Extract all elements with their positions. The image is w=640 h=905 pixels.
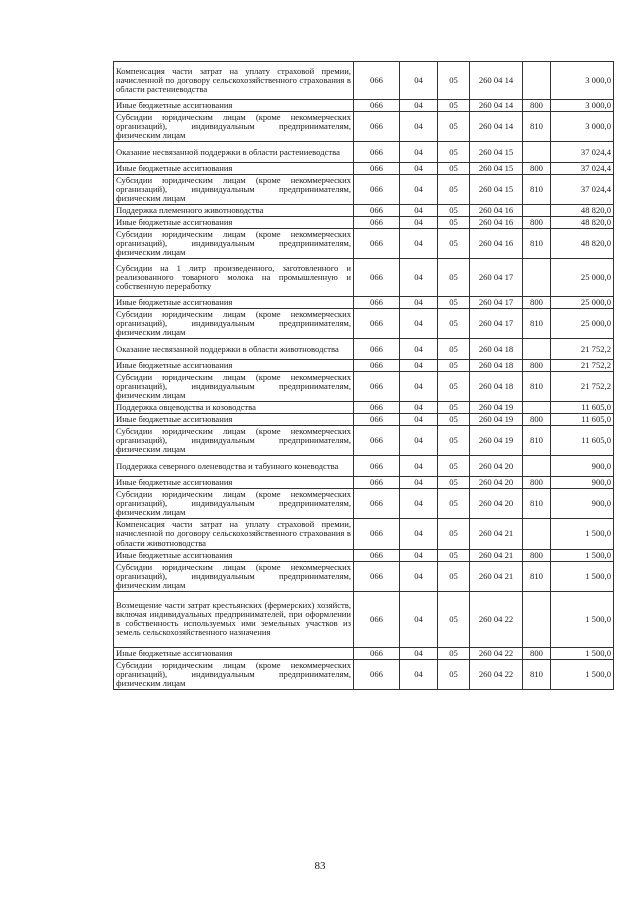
cell-section: 04 [400,339,438,360]
cell-target: 260 04 14 [470,112,523,142]
cell-section: 04 [400,426,438,456]
cell-target: 260 04 18 [470,360,523,372]
cell-ministry: 066 [354,489,400,519]
cell-name: Иные бюджетные ассигнования [114,163,354,175]
table-row [114,297,614,309]
cell-ministry: 066 [354,659,400,689]
cell-section: 04 [400,163,438,175]
cell-name: Иные бюджетные ассигнования [114,549,354,561]
cell-section: 04 [400,229,438,259]
cell-target: 260 04 16 [470,205,523,217]
cell-subsection: 05 [438,402,470,414]
cell-ministry: 066 [354,175,400,205]
cell-amount: 37 024,4 [551,163,614,175]
cell-expense-type [523,339,551,360]
cell-amount: 900,0 [551,489,614,519]
cell-ministry: 066 [354,456,400,477]
cell-expense-type [523,62,551,100]
table-body [114,62,614,690]
cell-name: Иные бюджетные ассигнования [114,297,354,309]
cell-expense-type: 810 [523,112,551,142]
cell-name: Субсидии юридическим лицам (кроме некоммерческих организаций), индивидуальным предпринимателям, физическим лицам [114,372,354,402]
cell-ministry: 066 [354,477,400,489]
cell-section: 04 [400,519,438,549]
cell-subsection: 05 [438,561,470,591]
cell-amount: 1 500,0 [551,659,614,689]
cell-target: 260 04 22 [470,591,523,647]
cell-subsection: 05 [438,163,470,175]
table-row [114,489,614,519]
cell-target: 260 04 21 [470,519,523,549]
cell-expense-type: 810 [523,561,551,591]
table-row [114,591,614,647]
table-row [114,142,614,163]
cell-name: Иные бюджетные ассигнования [114,217,354,229]
cell-expense-type: 800 [523,360,551,372]
cell-target: 260 04 19 [470,402,523,414]
table-row [114,477,614,489]
cell-amount: 48 820,0 [551,217,614,229]
cell-name: Субсидии юридическим лицам (кроме некоммерческих организаций), индивидуальным предпринимателям, физическим лицам [114,489,354,519]
cell-target: 260 04 18 [470,339,523,360]
cell-subsection: 05 [438,100,470,112]
cell-expense-type: 800 [523,100,551,112]
table-row [114,561,614,591]
table-row [114,659,614,689]
cell-ministry: 066 [354,142,400,163]
table-row [114,414,614,426]
cell-amount: 3 000,0 [551,62,614,100]
cell-name: Поддержка северного оленеводства и табунного коневодства [114,456,354,477]
cell-section: 04 [400,591,438,647]
cell-amount: 11 605,0 [551,402,614,414]
cell-ministry: 066 [354,402,400,414]
table-row [114,112,614,142]
cell-name: Субсидии юридическим лицам (кроме некоммерческих организаций), индивидуальным предпринимателям, физическим лицам [114,175,354,205]
cell-amount: 25 000,0 [551,297,614,309]
cell-section: 04 [400,142,438,163]
cell-amount: 1 500,0 [551,591,614,647]
cell-amount: 3 000,0 [551,100,614,112]
cell-name: Субсидии юридическим лицам (кроме некоммерческих организаций), индивидуальным предпринимателям, физическим лицам [114,426,354,456]
cell-amount: 21 752,2 [551,360,614,372]
cell-target: 260 04 20 [470,489,523,519]
table-row [114,100,614,112]
cell-expense-type: 800 [523,217,551,229]
table-row [114,259,614,297]
cell-target: 260 04 14 [470,62,523,100]
cell-subsection: 05 [438,339,470,360]
cell-target: 260 04 17 [470,259,523,297]
cell-name: Иные бюджетные ассигнования [114,360,354,372]
cell-target: 260 04 19 [470,426,523,456]
cell-expense-type: 810 [523,229,551,259]
cell-target: 260 04 21 [470,561,523,591]
cell-name: Субсидии юридическим лицам (кроме некоммерческих организаций), индивидуальным предпринимателям, физическим лицам [114,309,354,339]
cell-ministry: 066 [354,309,400,339]
cell-section: 04 [400,659,438,689]
cell-ministry: 066 [354,259,400,297]
cell-subsection: 05 [438,591,470,647]
cell-subsection: 05 [438,297,470,309]
cell-target: 260 04 19 [470,414,523,426]
cell-section: 04 [400,62,438,100]
cell-name: Субсидии юридическим лицам (кроме некоммерческих организаций), индивидуальным предпринимателям, физическим лицам [114,112,354,142]
cell-name: Компенсация части затрат на уплату страховой премии, начисленной по договору сельскохозяйственного страхования в области растениеводства [114,62,354,100]
cell-expense-type [523,456,551,477]
table-row [114,402,614,414]
cell-subsection: 05 [438,414,470,426]
table-row [114,519,614,549]
cell-section: 04 [400,360,438,372]
cell-name: Субсидии юридическим лицам (кроме некоммерческих организаций), индивидуальным предпринимателям, физическим лицам [114,229,354,259]
table-row [114,549,614,561]
cell-target: 260 04 22 [470,647,523,659]
cell-amount: 900,0 [551,456,614,477]
cell-ministry: 066 [354,591,400,647]
cell-section: 04 [400,100,438,112]
cell-expense-type: 800 [523,549,551,561]
cell-name: Поддержка племенного животноводства [114,205,354,217]
cell-expense-type: 800 [523,163,551,175]
cell-subsection: 05 [438,489,470,519]
cell-ministry: 066 [354,163,400,175]
cell-name: Поддержка овцеводства и козоводства [114,402,354,414]
cell-section: 04 [400,112,438,142]
page-number: 83 [314,860,326,872]
cell-section: 04 [400,549,438,561]
cell-subsection: 05 [438,112,470,142]
cell-name: Иные бюджетные ассигнования [114,100,354,112]
cell-expense-type [523,205,551,217]
cell-subsection: 05 [438,647,470,659]
cell-target: 260 04 15 [470,175,523,205]
cell-expense-type: 800 [523,647,551,659]
cell-section: 04 [400,217,438,229]
cell-ministry: 066 [354,229,400,259]
cell-section: 04 [400,402,438,414]
cell-ministry: 066 [354,372,400,402]
cell-amount: 37 024,4 [551,175,614,205]
cell-subsection: 05 [438,229,470,259]
cell-subsection: 05 [438,477,470,489]
cell-amount: 1 500,0 [551,561,614,591]
cell-ministry: 066 [354,414,400,426]
cell-expense-type: 810 [523,309,551,339]
cell-section: 04 [400,489,438,519]
cell-subsection: 05 [438,205,470,217]
cell-ministry: 066 [354,360,400,372]
cell-expense-type [523,142,551,163]
cell-target: 260 04 15 [470,142,523,163]
cell-amount: 11 605,0 [551,414,614,426]
cell-subsection: 05 [438,372,470,402]
cell-ministry: 066 [354,217,400,229]
cell-amount: 25 000,0 [551,259,614,297]
cell-name: Иные бюджетные ассигнования [114,647,354,659]
cell-ministry: 066 [354,297,400,309]
cell-ministry: 066 [354,62,400,100]
cell-section: 04 [400,456,438,477]
cell-ministry: 066 [354,549,400,561]
cell-section: 04 [400,259,438,297]
cell-target: 260 04 20 [470,456,523,477]
cell-section: 04 [400,175,438,205]
table-row [114,229,614,259]
cell-target: 260 04 18 [470,372,523,402]
cell-amount: 25 000,0 [551,309,614,339]
table-row [114,62,614,100]
cell-name: Субсидии юридическим лицам (кроме некоммерческих организаций), индивидуальным предпринимателям, физическим лицам [114,659,354,689]
cell-expense-type: 810 [523,426,551,456]
cell-name: Субсидии юридическим лицам (кроме некоммерческих организаций), индивидуальным предпринимателям, физическим лицам [114,561,354,591]
table-row [114,372,614,402]
cell-subsection: 05 [438,175,470,205]
table-row [114,163,614,175]
cell-expense-type: 800 [523,414,551,426]
cell-subsection: 05 [438,360,470,372]
table-row [114,339,614,360]
cell-target: 260 04 21 [470,549,523,561]
cell-target: 260 04 22 [470,659,523,689]
cell-expense-type: 810 [523,659,551,689]
cell-amount: 3 000,0 [551,112,614,142]
cell-amount: 21 752,2 [551,372,614,402]
cell-section: 04 [400,309,438,339]
cell-name: Иные бюджетные ассигнования [114,414,354,426]
cell-subsection: 05 [438,142,470,163]
cell-subsection: 05 [438,309,470,339]
cell-name: Оказание несвязанной поддержки в области животноводства [114,339,354,360]
cell-amount: 1 500,0 [551,549,614,561]
table-row [114,205,614,217]
cell-subsection: 05 [438,659,470,689]
budget-table [113,61,614,690]
cell-name: Иные бюджетные ассигнования [114,477,354,489]
cell-expense-type [523,591,551,647]
cell-target: 260 04 17 [470,309,523,339]
cell-amount: 48 820,0 [551,229,614,259]
cell-expense-type: 800 [523,477,551,489]
cell-expense-type [523,519,551,549]
cell-name: Оказание несвязанной поддержки в области растениеводства [114,142,354,163]
cell-expense-type [523,402,551,414]
table-row [114,456,614,477]
cell-ministry: 066 [354,561,400,591]
document-page [113,61,613,690]
cell-expense-type [523,259,551,297]
cell-expense-type: 810 [523,175,551,205]
cell-expense-type: 810 [523,489,551,519]
cell-ministry: 066 [354,112,400,142]
table-row [114,647,614,659]
cell-amount: 1 500,0 [551,519,614,549]
cell-section: 04 [400,561,438,591]
cell-amount: 11 605,0 [551,426,614,456]
cell-subsection: 05 [438,519,470,549]
cell-target: 260 04 15 [470,163,523,175]
cell-target: 260 04 14 [470,100,523,112]
cell-subsection: 05 [438,456,470,477]
cell-amount: 900,0 [551,477,614,489]
cell-subsection: 05 [438,549,470,561]
cell-expense-type: 800 [523,297,551,309]
table-row [114,426,614,456]
cell-section: 04 [400,477,438,489]
cell-section: 04 [400,297,438,309]
table-row [114,217,614,229]
cell-ministry: 066 [354,339,400,360]
cell-target: 260 04 20 [470,477,523,489]
cell-section: 04 [400,647,438,659]
cell-amount: 1 500,0 [551,647,614,659]
cell-subsection: 05 [438,426,470,456]
cell-ministry: 066 [354,100,400,112]
cell-target: 260 04 16 [470,229,523,259]
cell-name: Возмещение части затрат крестьянских (фермерских) хозяйств, включая индивидуальных предпринимателей, при оформлении в собственность используемых ими земельных участков из земель сельскохозяйственного назначения [114,591,354,647]
cell-amount: 37 024,4 [551,142,614,163]
cell-ministry: 066 [354,426,400,456]
table-row [114,360,614,372]
cell-subsection: 05 [438,62,470,100]
cell-section: 04 [400,372,438,402]
cell-subsection: 05 [438,259,470,297]
cell-ministry: 066 [354,647,400,659]
cell-amount: 48 820,0 [551,205,614,217]
cell-target: 260 04 16 [470,217,523,229]
table-row [114,309,614,339]
cell-name: Компенсация части затрат на уплату страховой премии, начисленной по договору сельскохозяйственного страхования в области животноводства [114,519,354,549]
table-row [114,175,614,205]
cell-target: 260 04 17 [470,297,523,309]
cell-section: 04 [400,205,438,217]
cell-amount: 21 752,2 [551,339,614,360]
cell-expense-type: 810 [523,372,551,402]
cell-section: 04 [400,414,438,426]
cell-ministry: 066 [354,519,400,549]
cell-name: Субсидии на 1 литр произведенного, заготовленного и реализованного товарного молока на промышленную и собственную переработку [114,259,354,297]
cell-ministry: 066 [354,205,400,217]
cell-subsection: 05 [438,217,470,229]
